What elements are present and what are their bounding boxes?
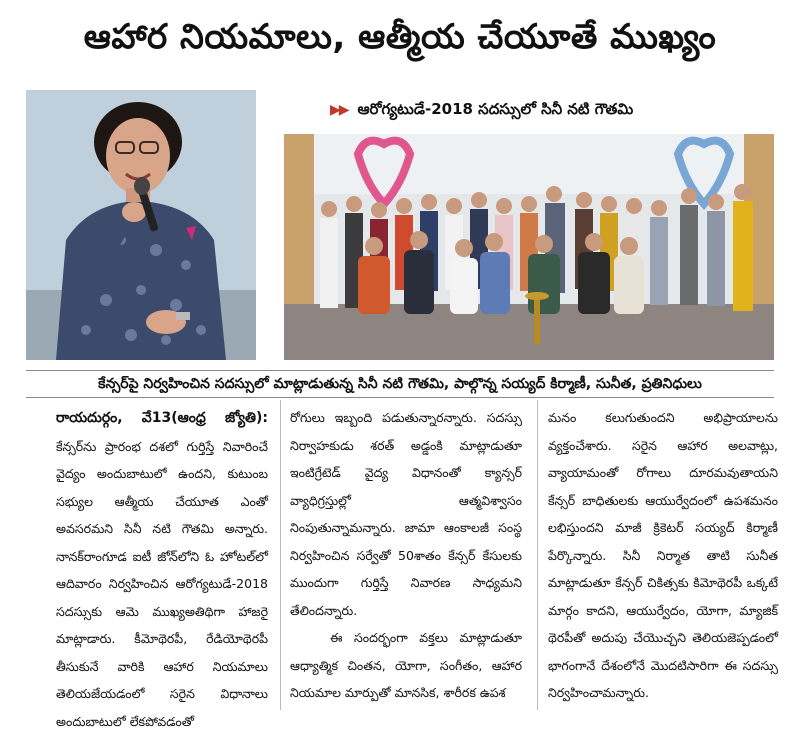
speaker-illustration — [26, 90, 256, 360]
double-arrow-icon: ▶▶ — [330, 102, 348, 118]
subheadline-text: ఆరోగ్యటుడే-2018 సదస్సులో సినీ నటి గౌతమి — [357, 100, 634, 118]
article-column-3 — [548, 404, 778, 707]
column-divider — [280, 400, 281, 710]
column-divider — [537, 400, 538, 710]
photo-caption: కేన్సర్‌పై నిర్వహించిన సదస్సులో మాట్లాడుతున్న సినీ నటి గౌతమి, పాల్గొన్న సయ్యద్ కిర్మాణీ, సునీత, ప్రతినిధులు — [26, 370, 774, 398]
group-photo — [284, 134, 774, 360]
article-column-2 — [290, 404, 522, 707]
speaker-photo — [26, 90, 256, 360]
article-paragraph: మనం కలుగుతుందని అభిప్రాయాలను వ్యక్తంచేశారు. సరైన ఆహార అలవాట్లు, వ్యాయామంతో రోగాలు దూరమవుతాయని కేన్సర్ బాధితులకు ఆయుర్వేదంలో ఉపశమనం లభిస్తుందని మాజీ క్రికెటర్ సయ్యద్ కిర్మాణీ పేర్కొన్నారు. సినీ నిర్మాత తాటి సునీత మాట్లాడుతూ కేన్సర్ చికిత్సకు కిమోథెరపీ ఒక్కటే మార్గం కాదని, ఆయుర్వేదం, యోగా, మ్యాజిక్ థెరపీతో అదుపు చేయొచ్చని తెలియజెప్పడంలో భాగంగానే దేశంలోనే మొదటిసారిగా ఈ సదస్సు నిర్వహించామన్నారు. — [548, 410, 778, 700]
article-paragraph: రోగులు ఇబ్బంది పడుతున్నారన్నారు. సదస్సు నిర్వాహకుడు శరత్ అడ్డంకి మాట్లాడుతూ ఇంటిగ్రేటెడ్ వైద్య విధానంతో క్యాన్సర్ వ్యాధిగ్రస్తుల్లో ఆత్మవిశ్వాసం నింపుతున్నామన్నారు. జామా ఆంకాలజీ సంస్థ నిర్వహించిన సర్వేతో 50శాతం కేన్సర్ కేసులకు ముందుగా గుర్తిస్తే నివారణ సాధ్యమని తేలిందన్నారు. — [290, 410, 522, 618]
article-paragraph: ఈ సందర్భంగా వక్తలు మాట్లాడుతూ ఆధ్యాత్మిక చింతన, యోగా, సంగీతం, ఆహార నియమాల మార్పుతో మానసిక, శారీరక ఉపశ — [290, 630, 522, 700]
dateline: రాయదుర్గం, వే13(ఆంధ్ర జ్యోతి): — [56, 410, 268, 426]
headline: ఆహార నియమాలు, ఆత్మీయ చేయూతే ముఖ్యం — [83, 17, 717, 57]
group-illustration — [284, 134, 774, 360]
article-column-1 — [56, 404, 268, 735]
article-text: కేన్సర్‌ను ప్రారంభ దశలో గుర్తిస్తే నివారించే వైద్యం అందుబాటులో ఉందని, కుటుంబ సభ్యుల ఆత్మీయ చేయూత ఎంతో అవసరమని సినీ నటి గౌతమి అన్నారు. నానక్‌రాంగూడ ఐటీ జోన్‌లోని ఓ హోటల్‌లో ఆదివారం నిర్వహించిన ఆరోగ్యటుడే-2018 సదస్సుకు ఆమె ముఖ్యఅతిథిగా హాజరై మాట్లాడారు. కీమోథెరపీ, రేడియోథెరపీ తీసుకునే వారికి ఆహార నియమాలు తెలియజేయడంలో సరైన విధానాలు అందుబాటులో లేకపోవడంతో — [56, 438, 268, 729]
subheadline — [330, 96, 780, 122]
